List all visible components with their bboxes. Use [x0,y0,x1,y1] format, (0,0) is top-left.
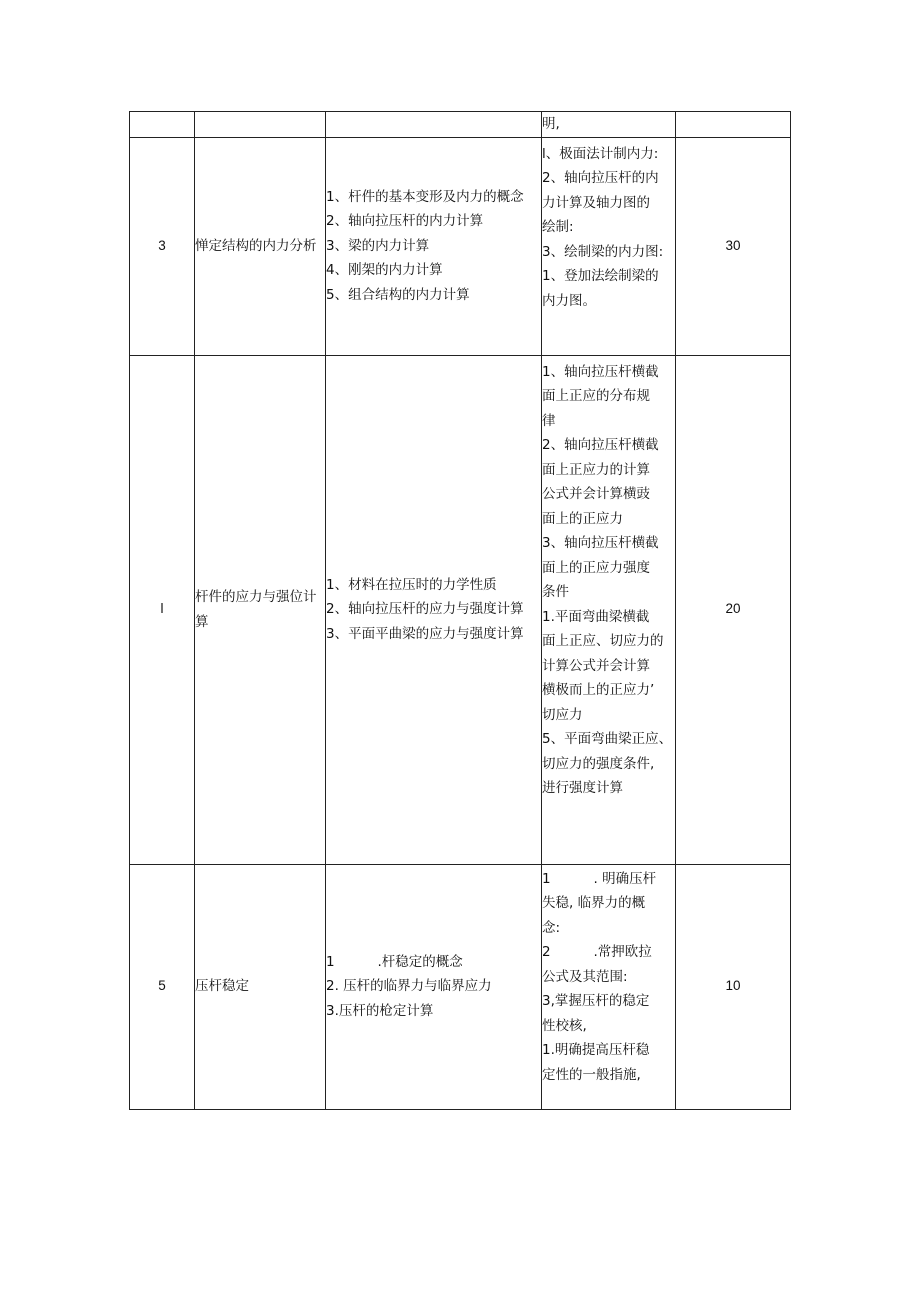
row-number: 5 [130,864,195,1109]
content-line: 3、梁的内力计算 [326,237,430,254]
content-line: 3、平面平曲梁的应力与强度计算 [326,625,524,642]
objective-line: 念: [542,919,561,936]
objectives-list [542,355,676,864]
objective-line: 2 .常押欧拉 [542,944,652,960]
objective-line: 3、轴向拉压杆横截 [542,535,659,551]
objective-line: 横极而上的正应力’ [542,682,655,698]
table-row [130,355,791,864]
hours-value [676,112,791,138]
unit-title: 惮定结构的内力分析 [195,137,326,355]
objective-line: 3、绘制梁的内力图: [542,243,664,260]
objective-line: 面上正应、切应力的 [542,633,664,649]
syllabus-table [129,111,791,1110]
content-line: 3.压杆的枪定计算 [326,1002,434,1019]
content-line: 2. 压杆的临界力与临界应力 [326,978,492,995]
objective-line: 切应力的强度条件, [542,755,655,772]
objectives-list [542,137,676,355]
objective-line: 定性的一般指施, [542,1066,641,1083]
content-list [326,864,542,1109]
row-number: l [130,355,195,864]
objective-line: 2、轴向拉压杆横截 [542,437,659,453]
objectives-list [542,864,676,1109]
objective-line: 面上正应的分布规 [542,388,650,404]
objective-line: 2、轴向拉压杆的内 [542,170,659,186]
objective-line: 面上的正应力强度 [542,559,650,576]
objective-line: 3,掌握压杆的稳定 [542,993,650,1009]
objective-line: 条件 [542,584,569,600]
objective-line: 内力图。 [542,292,596,309]
objective-line: 性校核, [542,1017,587,1034]
content-line: 4、刚架的内力计算 [326,262,443,279]
content-list [326,137,542,355]
table-row [130,864,791,1109]
objective-line: 1、登加法绘制梁的 [542,268,659,284]
hours-value: 10 [676,864,791,1109]
objective-line: 力计算及轴力图的 [542,194,650,211]
objective-line: 5、平面弯曲梁正应、 [542,731,673,747]
objective-line: 切应力 [542,706,583,723]
unit-title [195,112,326,138]
objective-line: 面上正应力的计算 [542,461,650,478]
objective-line: 1、轴向拉压杆横截 [542,363,659,380]
objective-line: 计算公式并会计算 [542,657,650,674]
row-number: 3 [130,137,195,355]
content-line: 1、材料在拉压时的力学性质 [326,576,497,593]
objective-line: 1.平面弯曲梁横截 [542,608,650,625]
content-line: 2、轴向拉压杆的内力计算 [326,213,484,230]
objective-line: 绘制: [542,219,574,235]
content-line: 1 .杆稳定的概念 [326,953,463,970]
table-row [130,137,791,355]
content-list [326,355,542,864]
objective-line: 面上的正应力 [542,510,623,527]
objective-line: 1 . 明确压杆 [542,870,657,887]
objective-line: 公式并会计算横豉 [542,486,650,502]
table-row [130,112,791,138]
content-list [326,112,542,138]
objective-line: l、极面法计制内力: [542,145,659,162]
unit-title: 杆件的应力与强位计算 [195,355,326,864]
objective-line: 明, [542,116,560,132]
content-line: 2、轴向拉压杆的应力与强度计算 [326,601,524,618]
content-line: 1、杆件的基本变形及内力的概念 [326,188,524,205]
objective-line: 1.明确提高压杆稳 [542,1042,650,1058]
unit-title: 压杆稳定 [195,864,326,1109]
objective-line: 进行强度计算 [542,780,623,796]
hours-value: 20 [676,355,791,864]
content-line: 5、组合结构的内力计算 [326,286,470,303]
objective-line: 公式及其范围: [542,968,628,985]
objective-line: 律 [542,412,556,429]
objectives-list [542,112,676,138]
hours-value: 30 [676,137,791,355]
objective-line: 失稳, 临界力的概 [542,895,646,911]
row-number [130,112,195,138]
